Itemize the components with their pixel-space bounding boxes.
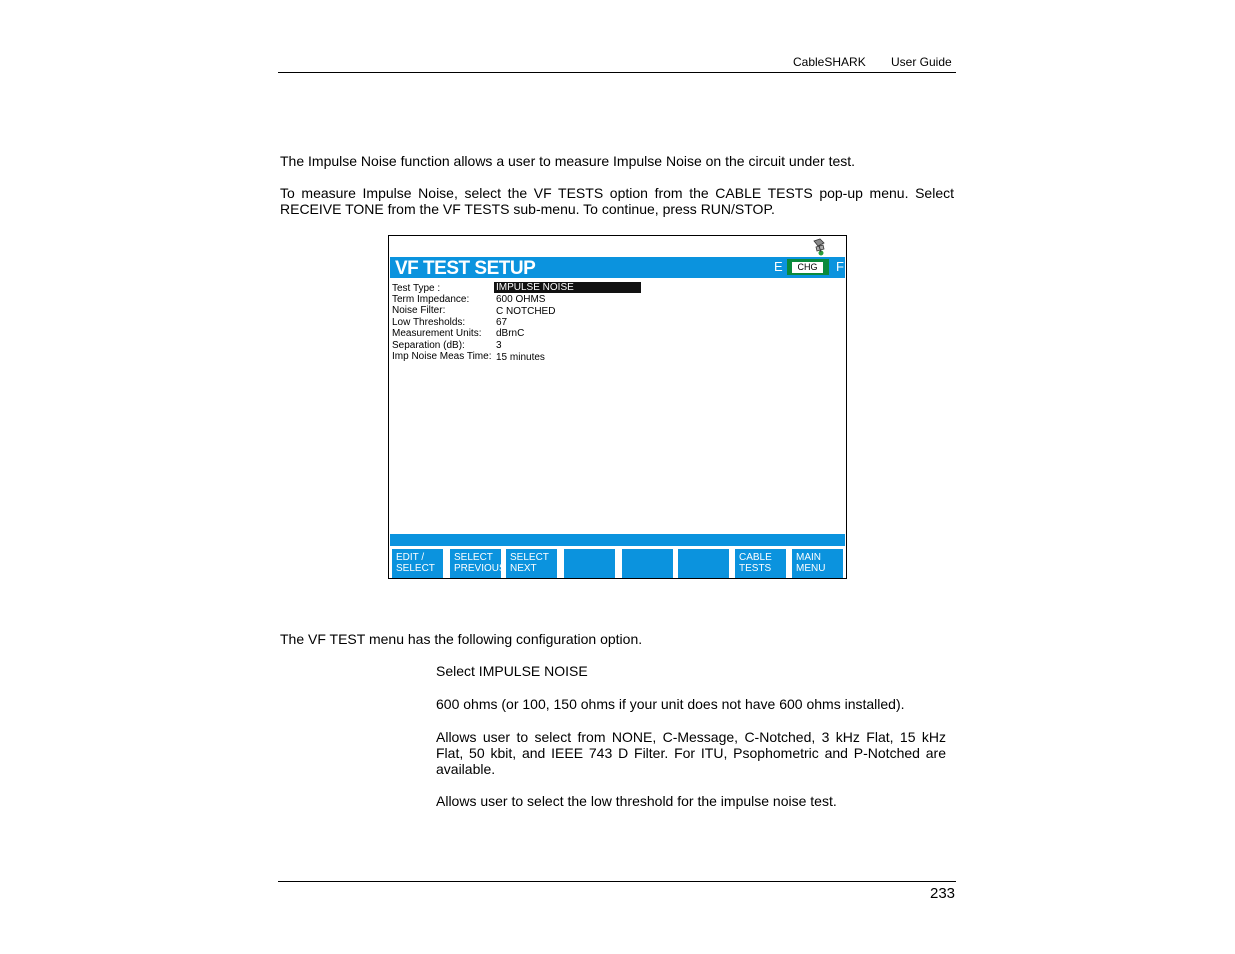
field-label-term-impedance: Term Impedance: <box>392 294 470 305</box>
fkey-line2: SELECT <box>396 563 435 574</box>
config-intro: The VF TEST menu has the following configuration option. <box>280 631 643 647</box>
intro-paragraph-2: To measure Impulse Noise, select the VF TESTS option from the CABLE TESTS pop-up menu. Select RECEIVE TONE from the VF TESTS sub-menu. To continue, press RUN/STOP. <box>280 185 954 217</box>
chg-indicator <box>787 259 829 275</box>
fkey-line2: NEXT <box>510 563 537 574</box>
fkey-line1: CABLE <box>739 552 772 563</box>
fkey-blank-6[interactable] <box>678 549 729 578</box>
f-indicator: F <box>836 259 844 274</box>
status-bar <box>390 534 845 546</box>
intro-paragraph-1: The Impulse Noise function allows a user to measure Impulse Noise on the circuit under test. <box>280 153 856 169</box>
fkey-line2: PREVIOUS <box>454 563 506 574</box>
fkey-line2: TESTS <box>739 563 772 574</box>
field-label-test-type: Test Type : <box>392 283 441 294</box>
fkey-main-menu[interactable] <box>792 549 843 578</box>
header-doc-title: User Guide <box>891 55 952 69</box>
screen-title: VF TEST SETUP <box>395 258 536 279</box>
fkey-edit-select[interactable] <box>392 549 443 578</box>
fkey-blank-5[interactable] <box>622 549 673 578</box>
field-label-measurement-units: Measurement Units: <box>392 328 482 339</box>
e-indicator: E <box>774 259 783 274</box>
option-noise-filter-desc: Allows user to select from NONE, C-Message, C-Notched, 3 kHz Flat, 15 kHz Flat, 50 kbit, and IEEE 743 D Filter. For ITU, Psophometric and P-Notched are available. <box>436 729 946 777</box>
selected-field-highlight[interactable] <box>494 282 641 293</box>
fkey-select-next[interactable] <box>506 549 557 578</box>
header-rule <box>278 72 956 73</box>
option-low-threshold-desc: Allows user to select the low threshold for the impulse noise test. <box>436 793 837 809</box>
device-screen <box>388 235 847 579</box>
field-value-test-type: IMPULSE NOISE <box>496 282 574 293</box>
option-test-type-desc: Select IMPULSE NOISE <box>436 663 588 679</box>
option-term-impedance-desc: 600 ohms (or 100, 150 ohms if your unit does not have 600 ohms installed). <box>436 696 905 712</box>
field-value-low-thresholds[interactable]: 67 <box>496 317 508 328</box>
fkey-blank-4[interactable] <box>564 549 615 578</box>
field-label-separation: Separation (dB): <box>392 340 465 351</box>
footer-rule <box>278 881 956 882</box>
field-value-noise-filter[interactable]: C NOTCHED <box>496 306 556 317</box>
field-label-low-thresholds: Low Thresholds: <box>392 317 466 328</box>
field-label-meas-time: Imp Noise Meas Time: <box>392 351 492 362</box>
field-value-separation[interactable]: 3 <box>496 340 502 351</box>
field-value-measurement-units[interactable]: dBrnC <box>496 328 525 339</box>
fkey-line1: SELECT <box>510 552 549 563</box>
fkey-select-previous[interactable] <box>450 549 506 578</box>
chg-label: CHG <box>792 262 823 273</box>
page-number: 233 <box>930 885 956 902</box>
fkey-line2: MENU <box>796 563 826 574</box>
fkey-line1: EDIT / <box>396 552 425 563</box>
fkey-line1: SELECT <box>454 552 493 563</box>
field-value-meas-time[interactable]: 15 minutes <box>496 352 545 363</box>
field-label-noise-filter: Noise Filter: <box>392 305 446 316</box>
fkey-cable-tests[interactable] <box>735 549 786 578</box>
field-value-term-impedance[interactable]: 600 OHMS <box>496 294 546 305</box>
title-bar <box>390 257 845 278</box>
fkey-line1: MAIN <box>796 552 821 563</box>
header-product: CableSHARK <box>793 55 866 69</box>
